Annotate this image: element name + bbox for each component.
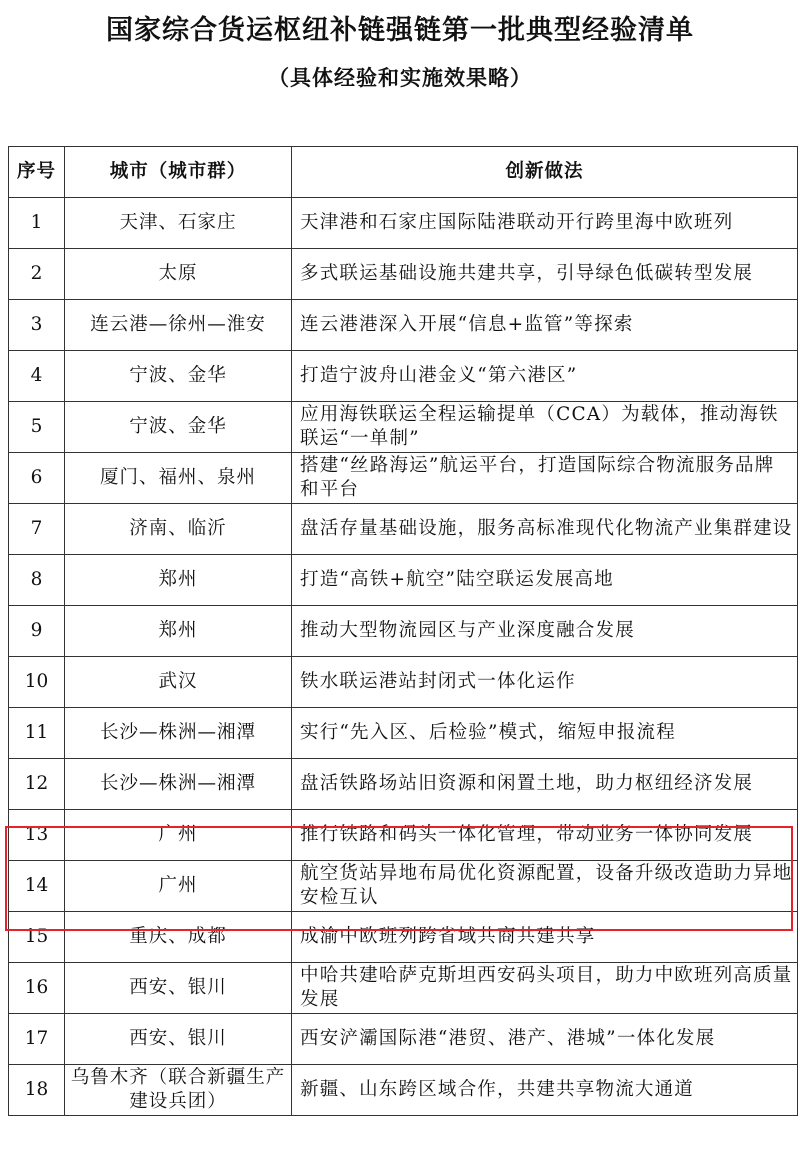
row-number: 9 <box>9 606 65 657</box>
row-description: 新疆、山东跨区域合作，共建共享物流大通道 <box>292 1065 798 1116</box>
table-row <box>9 759 798 810</box>
row-number: 13 <box>9 810 65 861</box>
header-innovation: 创新做法 <box>292 147 798 198</box>
row-description: 盘活存量基础设施，服务高标准现代化物流产业集群建设 <box>292 504 798 555</box>
row-description: 西安浐灞国际港“港贸、港产、港城”一体化发展 <box>292 1014 798 1065</box>
row-description: 推动大型物流园区与产业深度融合发展 <box>292 606 798 657</box>
row-description: 应用海铁联运全程运输提单（CCA）为载体，推动海铁联运“一单制” <box>292 402 798 453</box>
row-number: 16 <box>9 963 65 1014</box>
row-number: 6 <box>9 453 65 504</box>
document-title: 国家综合货运枢纽补链强链第一批典型经验清单 <box>106 15 694 46</box>
row-description: 天津港和石家庄国际陆港联动开行跨里海中欧班列 <box>292 198 798 249</box>
row-description: 铁水联运港站封闭式一体化运作 <box>292 657 798 708</box>
row-number: 3 <box>9 300 65 351</box>
row-city: 长沙—株洲—湘潭 <box>65 708 292 759</box>
table-row <box>9 708 798 759</box>
row-city: 宁波、金华 <box>65 351 292 402</box>
table-row <box>9 963 798 1014</box>
row-city: 太原 <box>65 249 292 300</box>
row-number: 11 <box>9 708 65 759</box>
header-number: 序号 <box>9 147 65 198</box>
row-description: 打造宁波舟山港金义“第六港区” <box>292 351 798 402</box>
row-city: 西安、银川 <box>65 963 292 1014</box>
table-row <box>9 1014 798 1065</box>
row-description: 盘活铁路场站旧资源和闲置土地，助力枢纽经济发展 <box>292 759 798 810</box>
table-row <box>9 555 798 606</box>
row-description: 推行铁路和码头一体化管理，带动业务一体协同发展 <box>292 810 798 861</box>
row-description: 搭建“丝路海运”航运平台，打造国际综合物流服务品牌和平台 <box>292 453 798 504</box>
row-number: 18 <box>9 1065 65 1116</box>
row-city: 西安、银川 <box>65 1014 292 1065</box>
row-city: 济南、临沂 <box>65 504 292 555</box>
table-row <box>9 606 798 657</box>
row-number: 8 <box>9 555 65 606</box>
table-row <box>9 504 798 555</box>
table-row <box>9 810 798 861</box>
row-city: 宁波、金华 <box>65 402 292 453</box>
table-row <box>9 249 798 300</box>
table-row <box>9 351 798 402</box>
row-description: 中哈共建哈萨克斯坦西安码头项目，助力中欧班列高质量发展 <box>292 963 798 1014</box>
row-city: 武汉 <box>65 657 292 708</box>
table-row <box>9 453 798 504</box>
row-city: 郑州 <box>65 555 292 606</box>
row-city: 长沙—株洲—湘潭 <box>65 759 292 810</box>
table-row <box>9 198 798 249</box>
table-row <box>9 861 798 912</box>
row-number: 2 <box>9 249 65 300</box>
row-description: 成渝中欧班列跨省域共商共建共享 <box>292 912 798 963</box>
row-number: 5 <box>9 402 65 453</box>
row-description: 多式联运基础设施共建共享，引导绿色低碳转型发展 <box>292 249 798 300</box>
row-city: 乌鲁木齐（联合新疆生产建设兵团） <box>65 1065 292 1116</box>
row-city: 连云港—徐州—淮安 <box>65 300 292 351</box>
row-city: 广州 <box>65 861 292 912</box>
row-number: 1 <box>9 198 65 249</box>
row-city: 郑州 <box>65 606 292 657</box>
row-city: 厦门、福州、泉州 <box>65 453 292 504</box>
table-row <box>9 300 798 351</box>
row-number: 7 <box>9 504 65 555</box>
row-city: 广州 <box>65 810 292 861</box>
table-row <box>9 402 798 453</box>
table-row <box>9 1065 798 1116</box>
table-row <box>9 657 798 708</box>
row-description: 打造“高铁+航空”陆空联运发展高地 <box>292 555 798 606</box>
header-city: 城市（城市群） <box>65 147 292 198</box>
row-description: 航空货站异地布局优化资源配置，设备升级改造助力异地安检互认 <box>292 861 798 912</box>
row-city: 重庆、成都 <box>65 912 292 963</box>
table-row <box>9 912 798 963</box>
row-number: 15 <box>9 912 65 963</box>
row-description: 实行“先入区、后检验”模式，缩短申报流程 <box>292 708 798 759</box>
row-number: 12 <box>9 759 65 810</box>
row-number: 10 <box>9 657 65 708</box>
row-number: 4 <box>9 351 65 402</box>
row-description: 连云港港深入开展“信息+监管”等探索 <box>292 300 798 351</box>
document-subtitle: （具体经验和实施效果略） <box>268 65 532 90</box>
row-number: 14 <box>9 861 65 912</box>
row-city: 天津、石家庄 <box>65 198 292 249</box>
experience-table <box>8 146 798 1116</box>
row-number: 17 <box>9 1014 65 1065</box>
table-header-row <box>9 147 798 198</box>
